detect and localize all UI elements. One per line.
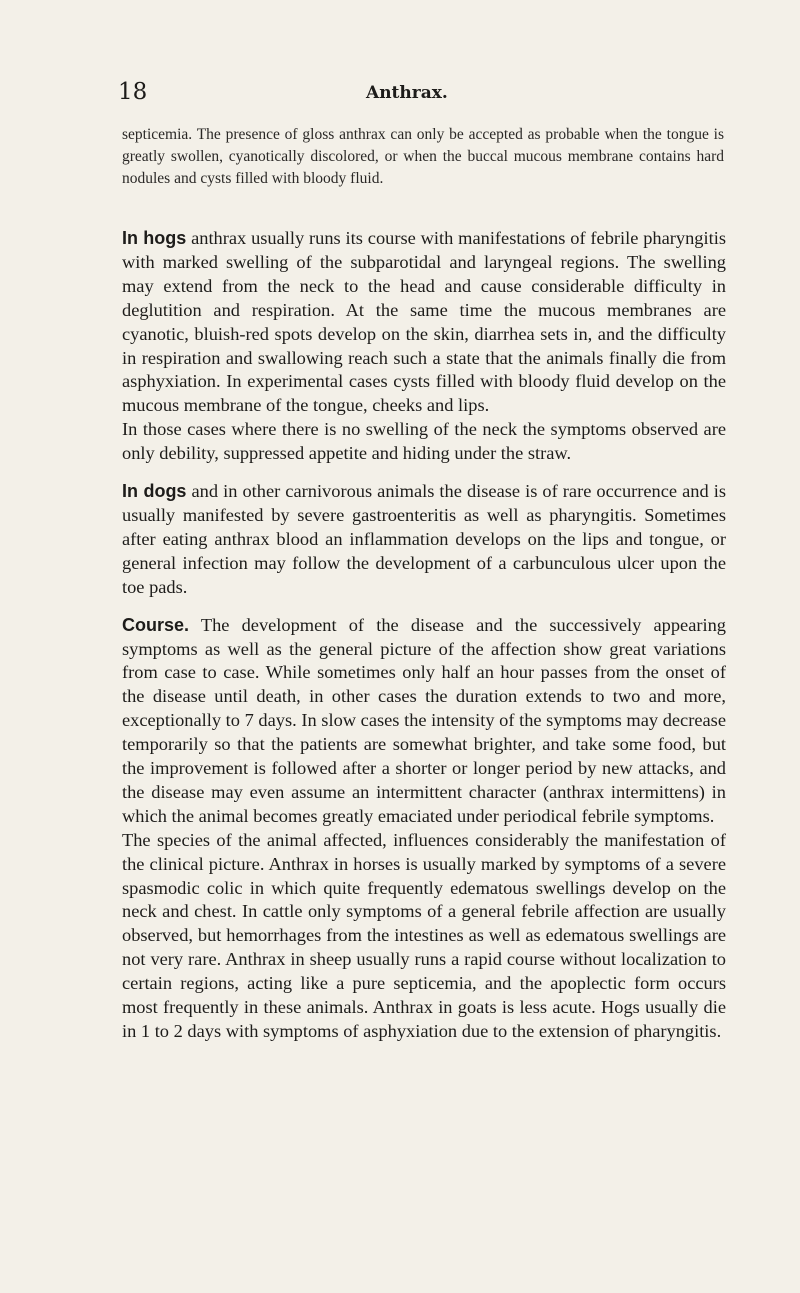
paragraph-text: and in other carnivorous animals the disease is of rare occurrence and is usually manifested by severe gastroenteritis as well as pharyngitis. Sometimes after eating anthrax blood an inflammation develops on the lips and tongue, or general infection may follow the development of a carbunculous ulcer upon the toe pads.	[122, 481, 726, 597]
run-in-heading: In hogs	[122, 228, 187, 248]
paragraph-text: The development of the disease and the successively appearing symptoms as well as the general picture of the affection show great variations from case to case. While sometimes only half an hour passes from the onset of the disease until death, in other cases the duration extends to two and more, exceptionally to 7 days. In slow cases the intensity of the symptoms may decrease temporarily so that the patients are somewhat brighter, and take some food, but the improvement is followed after a shorter or longer period by new attacks, and the disease may even assume an intermittent character (anthrax intermittens) in which the animal becomes greatly emaciated under periodical febrile symptoms.	[122, 614, 726, 826]
paragraph-hogs	[122, 227, 726, 418]
paragraph-course	[122, 614, 726, 829]
run-in-heading: In dogs	[122, 481, 187, 502]
intro-paragraph: septicemia. The presence of gloss anthrax can only be accepted as probable when the tongue is greatly swollen, cyanotically discolored, or when the buccal mucous membrane contains hard nodules and cysts filled with bloody fluid.	[122, 126, 724, 187]
running-head	[118, 79, 738, 109]
main-text	[122, 227, 726, 1044]
paragraph-species	[122, 829, 726, 1044]
section-heading-course: Course.	[122, 614, 190, 635]
paragraph-hogs-continued	[122, 418, 726, 466]
page-number: 18	[118, 79, 148, 105]
paragraph-dogs	[122, 480, 726, 600]
paragraph-text: The species of the animal affected, influences considerably the manifestation of the clinical picture. Anthrax in horses is usually marked by symptoms of a severe spasmodic colic in which quite frequently edematous swellings develop on the neck and chest. In cattle only symptoms of a general febrile affection are usually observed, but hemorrhages from the intestines as well as edematous swellings are not very rare. Anthrax in sheep usually runs a rapid course without localization to certain regions, acting like a pure septicemia, and the apoplectic form occurs most frequently in these animals. Anthrax in goats is less acute. Hogs usually die in 1 to 2 days with symptoms of asphyxiation due to the extension of pharyngitis.	[122, 829, 726, 1041]
paragraph-text: anthrax usually runs its course with manifestations of febrile pharyngitis with marked swelling of the subparotidal and laryngeal regions. The swelling may extend from the neck to the head and cause considerable difficulty in deglutition and respiration. At the same time the mucous membranes are cyanotic, bluish-red spots develop on the skin, diarrhea sets in, and the difficulty in respiration and swallowing reach such a state that the animals finally die from asphyxiation. In experimental cases cysts filled with bloody fluid develop on the mucous membrane of the tongue, cheeks and lips.	[122, 228, 726, 416]
running-title: Anthrax.	[366, 83, 448, 103]
paragraph-text: In those cases where there is no swelling of the neck the symptoms observed are only debility, suppressed appetite and hiding under the straw.	[122, 419, 726, 464]
